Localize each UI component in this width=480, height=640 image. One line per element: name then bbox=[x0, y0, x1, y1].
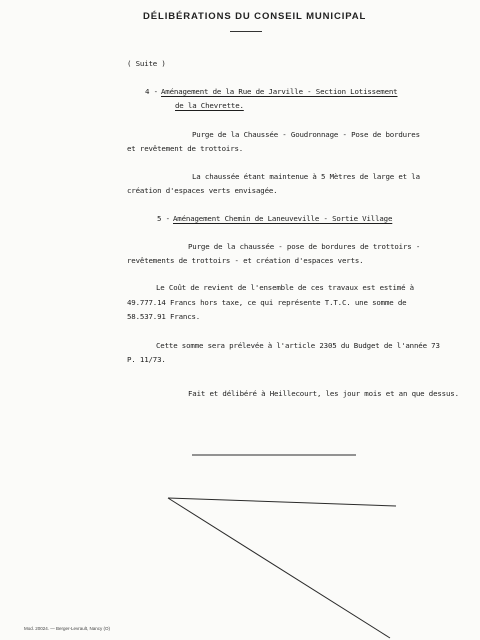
paragraph5-line1: Cette somme sera prélevée à l'article 2305 du Budget de l'année 73 bbox=[156, 341, 440, 350]
printer-imprint: Mod. 20024. — Berger-Levrault, Nancy (O) bbox=[24, 626, 111, 631]
suite-label: ( Suite ) bbox=[127, 59, 166, 68]
item5-title: Aménagement Chemin de Laneuveville - Sortie Village bbox=[173, 214, 393, 223]
item4-title-line1: Aménagement de la Rue de Jarville - Section Lotissement bbox=[161, 87, 398, 96]
paragraph2-line2: création d'espaces verts envisagée. bbox=[127, 186, 278, 195]
cross-out-diagonal-line bbox=[168, 498, 390, 638]
paragraph1-line1: Purge de la Chaussée - Goudronnage - Pose de bordures bbox=[192, 130, 420, 139]
paragraph3-line1: Purge de la chaussée - pose de bordures de trottoirs - bbox=[188, 242, 421, 251]
paragraph2-line1: La chaussée étant maintenue à 5 Mètres de large et la bbox=[192, 172, 420, 181]
item4-number: 4 - bbox=[145, 87, 158, 96]
paragraph4-line1: Le Coût de revient de l'ensemble de ces travaux est estimé à bbox=[156, 283, 414, 292]
paragraph3-line2: revêtements de trottoirs - et création d'espaces verts. bbox=[127, 256, 364, 265]
page-title: DÉLIBÉRATIONS DU CONSEIL MUNICIPAL bbox=[143, 11, 367, 22]
paragraph1-line2: et revêtement de trottoirs. bbox=[127, 144, 244, 153]
item4-title-line2: de la Chevrette. bbox=[175, 101, 244, 110]
cross-out-horizontal-line bbox=[168, 498, 396, 506]
item5-number: 5 - bbox=[157, 214, 170, 223]
paragraph4-line3: 58.537.91 Francs. bbox=[127, 312, 201, 321]
paragraph4-line2: 49.777.14 Francs hors taxe, ce qui représente T.T.C. une somme de bbox=[127, 298, 407, 307]
closing-statement: Fait et délibéré à Heillecourt, les jour mois et an que dessus. bbox=[188, 389, 459, 398]
paragraph5-line2: P. 11/73. bbox=[127, 355, 166, 364]
